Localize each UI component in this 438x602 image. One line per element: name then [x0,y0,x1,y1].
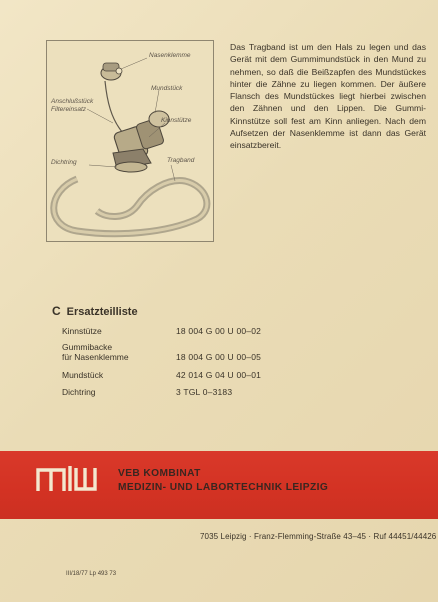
nose-clip-shape [101,63,122,80]
part-name: Mundstück [62,370,104,380]
part-name [62,342,172,362]
company-line-1: VEB KOMBINAT [118,468,201,479]
parts-list-title: Ersatzteilliste [66,306,138,318]
company-line-2: MEDIZIN- UND LABORTECHNIK LEIPZIG [118,482,329,493]
label-anschlussstueck: Anschlußstück [51,98,94,105]
mlw-logo [35,464,99,494]
part-name: Kinnstütze [62,326,102,336]
label-tragband: Tragband [167,157,195,164]
company-address: 7035 Leipzig · Franz-Flemming-Straße 43–45 · Ruf 44451/44426 [200,532,437,541]
part-code: 18 004 G 00 U 00–02 [176,326,262,336]
print-code: III/18/77 Lp 493 73 [66,571,117,577]
label-dichtring: Dichtring [51,159,77,166]
breathing-device-drawing [47,41,213,241]
part-code: 42 014 G 04 U 00–01 [176,370,262,380]
parts-list-heading [52,304,138,318]
label-mundstueck: Mundstück [151,85,183,92]
part-code: 18 004 G 00 U 00–05 [176,352,262,362]
company-banner [0,451,438,519]
part-name: Dichtring [62,387,96,397]
device-illustration [46,40,214,242]
section-letter: C [52,304,61,318]
part-name-line: Gummibacke [62,342,113,352]
label-kinnstuetze: Kinnstütze [161,117,192,124]
usage-instructions: Das Tragband ist um den Hals zu legen und das Gerät mit dem Gummimundstück in den Mund zu nehmen, so daß die Beißzapfen des Mundstückes hinter die Zähne zu liegen kommen. Der äußere Flansch des Mundstückes liegt hierbei zwischen den Zähnen und den Lippen. Die Gummi-Kinnstütze soll fest am Kinn anliegen. Nach dem Aufsetzen der Nasenklemme ist dann das Gerät einsatzbereit. [230,42,426,151]
label-filtereinsatz: Filtereinsatz [51,106,87,113]
part-name-line: für Nasenklemme [62,352,129,362]
label-nasenklemme: Nasenklemme [149,52,191,59]
part-code: 3 TGL 0–3183 [176,387,233,397]
company-name [118,467,328,495]
